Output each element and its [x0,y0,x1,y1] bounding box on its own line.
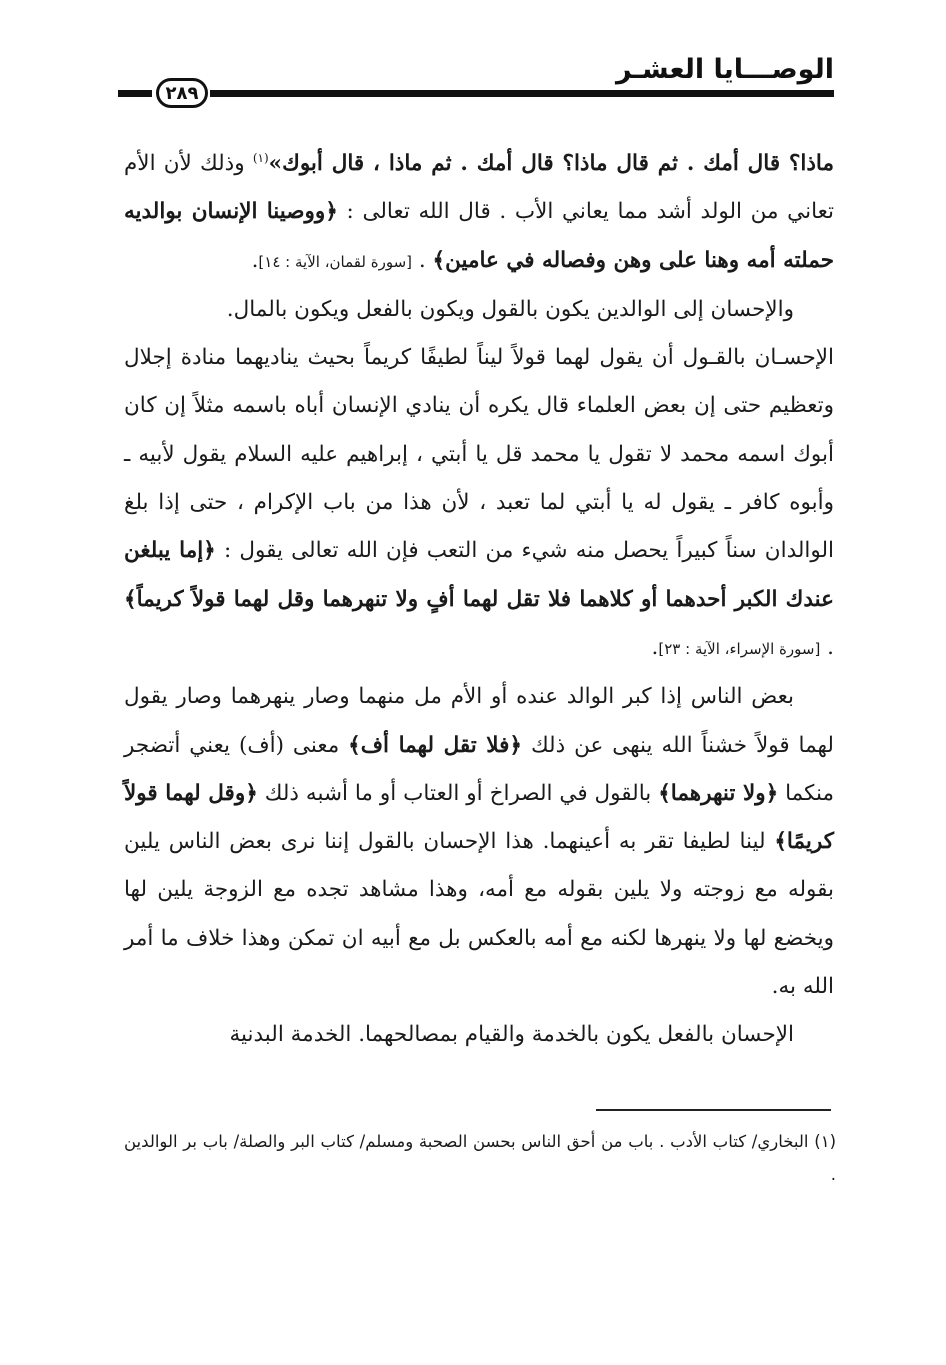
text-span: معنى (أف) يعني أتضجر منكما [124,732,834,806]
text-span: وذلك لأن الأم تعاني من الولد أشد مما يعاني الأب . قال الله تعالى : [124,151,834,225]
quran-verse: ﴿فلا تقل لهما أف﴾ [348,732,523,758]
quran-verse: ﴿ووصينا الإنسان بوالديه حملته أمه وهنا على وهن وفصاله في عامين﴾ [124,199,834,273]
paragraph-1 [124,140,834,286]
text-span: الإحسان بالفعل يكون بالخدمة والقيام بمصالحهما. الخدمة البدنية [229,1022,794,1048]
verse-reference: [سورة لقمان، الآية : ١٤] [258,252,413,271]
quran-verse: ﴿وقل لهما قولاً كريمًا﴾ [124,780,834,855]
text-span: بعض الناس إذا كبر الوالد عنده أو الأم مل منهما وصار ينهرهما وصار يقول لهما قولاً خشناً الله ينهى عن ذلك [124,684,834,758]
quran-verse: ﴿ولا تنهرهما﴾ [658,780,779,806]
footnote: (١) البخاري/ كتاب الأدب . باب من أحق الناس بحسن الصحبة ومسلم/ كتاب البر والصلة/ باب بر الوالدين . [124,1132,836,1184]
verse-reference: [سورة الإسراء، الآية : ٢٣] [658,639,821,658]
header-rule [210,90,834,97]
text-span: . [651,634,659,660]
running-title: الوصـــايا العشـر [615,54,834,85]
page-header [118,48,834,108]
paragraph-2 [124,286,834,334]
page-number: ٢٨٩ [156,78,208,108]
main-text [124,140,834,1060]
text-span: . [412,247,433,273]
paragraph-5 [124,1011,834,1059]
header-rule-left [118,90,152,97]
paragraph-4 [124,673,834,1011]
paragraph-3 [124,334,834,673]
text-span: . [251,247,259,273]
text-span: بالقول في الصراخ أو العتاب أو ما أشبه ذلك [257,780,659,806]
hadith-text: ماذا؟ قال أمك . ثم قال ماذا؟ قال أمك . ثم ماذا ، قال أبوك» [268,151,834,176]
footnote-separator [596,1109,831,1111]
footnote-marker: (١) [252,150,269,165]
text-span: لينا لطيفا تقر به أعينهما. هذا الإحسان بالقول إننا نرى بعض الناس يلين بقوله مع زوجته ولا يلين بقوله مع أمه، وهذا مشاهد تجده مع الزوجة يلين لها ويخضع لها ولا ينهرها لكنه مع أمه بالعكس بل مع أبيه ان تمكن وهذا خلاف ما أمر الله به. [124,829,834,1000]
quran-verse: ﴿إما يبلغن عندك الكبر أحدهما أو كلاهما فلا تقل لهما أفٍ ولا تنهرهما وقل لهما قولاً كريماً﴾ [124,538,834,612]
text-span: الإحسـان بالقـول أن يقول لهما قولاً ليناً لطيفًا كريماً بحيث يناديهما منادة إجلال وتعظيم حتى إن بعض العلماء قال يكره أن ينادي الإنسان أباه باسمه مثلاً إن كان أبوك اسمه محمد لا تقول يا محمد قل يا أبتي ، إبراهيم عليه السلام يقول لأبيه ـ وأبوه كافر ـ يقول له يا أبتي لما تعبد ، لأن هذا من باب الإكرام ، حتى إذا بلغ الوالدان سناً كبيراً يحصل منه شيء من التعب فإن الله تعالى يقول : [124,345,835,564]
text-span: . [820,634,834,660]
text-span: والإحسان إلى الوالدين يكون بالقول ويكون بالفعل ويكون بالمال. [226,296,794,322]
